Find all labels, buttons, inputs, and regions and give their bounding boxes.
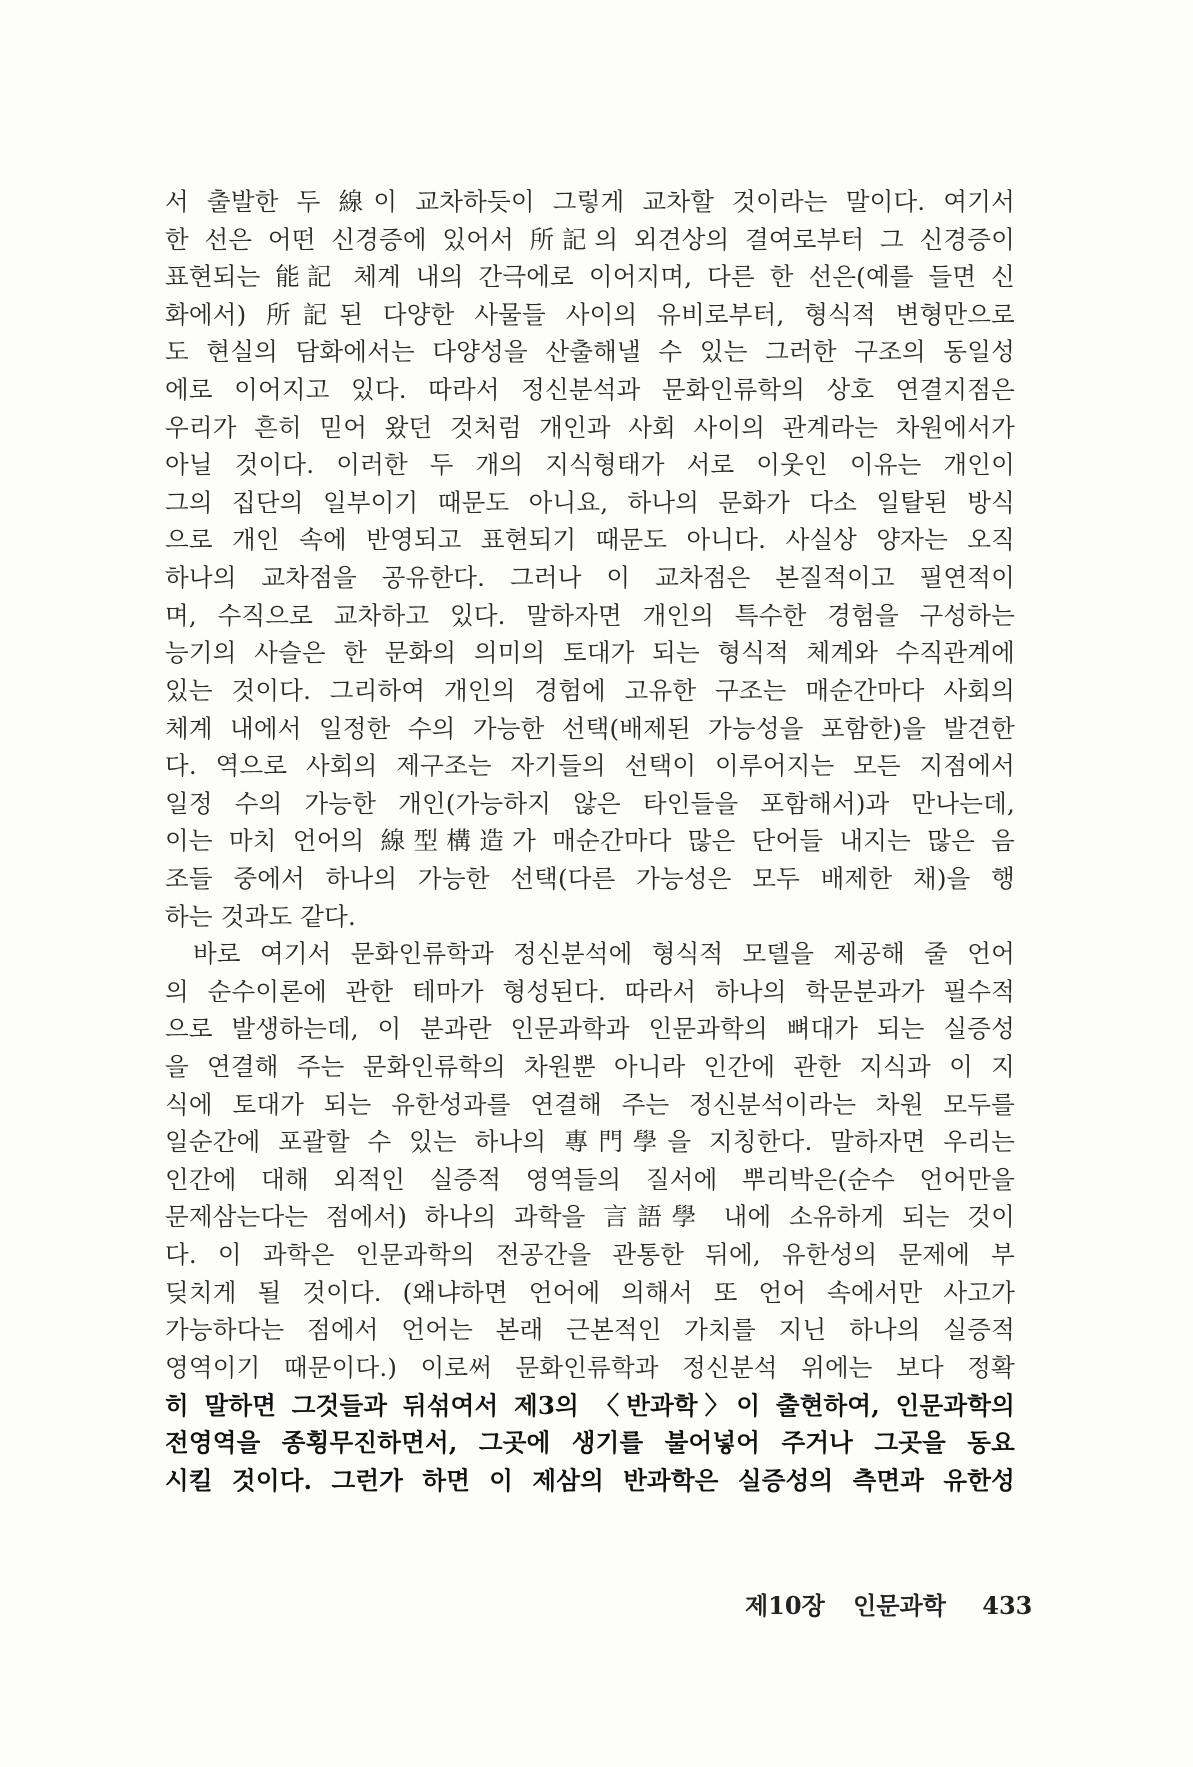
text-line: 며, 수직으로 교차하고 있다. 말하자면 개인의 특수한 경험을 구성하는 (165, 600, 1015, 630)
text-line: 으로 개인 속에 반영되고 표현되기 때문도 아니다. 사실상 양자는 오직 (165, 525, 1015, 555)
text-line: 도 현실의 담화에서는 다양성을 산출해낼 수 있는 그러한 구조의 동일성 (165, 337, 1015, 367)
text-line: 일순간에 포괄할 수 있는 하나의 專門學을 지칭한다. 말하자면 우리는 (165, 1127, 1015, 1157)
chapter-label: 제10장 (745, 1591, 825, 1620)
section-title: 인문과학 (853, 1591, 946, 1620)
paragraph-end-line: 하는 것과도 같다. (165, 901, 357, 931)
text-line: 조들 중에서 하나의 가능한 선택(다른 가능성은 모두 배제한 채)을 행 (165, 863, 1015, 893)
text-line: 한 선은 어떤 신경증에 있어서 所記의 외견상의 결여로부터 그 신경증이 (165, 224, 1015, 254)
text-line: 표현되는 能記 체계 내의 간극에로 이어지며, 다른 한 선은(예를 들면 신 (165, 262, 1015, 292)
page-number: 433 (982, 1591, 1033, 1620)
text-line: 이는 마치 언어의 線型構造가 매순간마다 많은 단어들 내지는 많은 음 (165, 826, 1015, 856)
text-line: 능기의 사슬은 한 문화의 의미의 토대가 되는 형식적 체계와 수직관계에 (165, 638, 1015, 668)
text-line: 일정 수의 가능한 개인(가능하지 않은 타인들을 포함해서)과 만나는데, (165, 788, 1015, 818)
text-line: 전영역을 종횡무진하면서, 그곳에 생기를 불어넣어 주거나 그곳을 동요 (165, 1428, 1015, 1458)
text-line: 문제삼는다는 점에서) 하나의 과학을 言語學 내에 소유하게 되는 것이 (165, 1202, 1015, 1232)
paragraph-start-line: 바로 여기서 문화인류학과 정신분석에 형식적 모델을 제공해 줄 언어 (193, 939, 1015, 969)
text-line: 영역이기 때문이다.) 이로써 문화인류학과 정신분석 위에는 보다 정확 (165, 1352, 1015, 1382)
text-line: 체계 내에서 일정한 수의 가능한 선택(배제된 가능성을 포함한)을 발견한 (165, 713, 1015, 743)
text-line: 우리가 흔히 믿어 왔던 것처럼 개인과 사회 사이의 관계라는 차원에서가 (165, 412, 1015, 442)
text-line: 으로 발생하는데, 이 분과란 인문과학과 인문과학의 뼈대가 되는 실증성 (165, 1014, 1015, 1044)
text-line: 히 말하면 그것들과 뒤섞여서 제3의 〈반과학〉이 출현하여, 인문과학의 (165, 1390, 1015, 1420)
text-line: 가능하다는 점에서 언어는 본래 근본적인 가치를 지닌 하나의 실증적 (165, 1315, 1015, 1345)
text-line: 딪치게 될 것이다. (왜냐하면 언어에 의해서 또 언어 속에서만 사고가 (165, 1277, 1015, 1307)
text-line: 시킬 것이다. 그런가 하면 이 제삼의 반과학은 실증성의 측면과 유한성 (165, 1465, 1015, 1495)
text-line: 식에 토대가 되는 유한성과를 연결해 주는 정신분석이라는 차원 모두를 (165, 1089, 1015, 1119)
text-line: 다. 역으로 사회의 제구조는 자기들의 선택이 이루어지는 모든 지점에서 (165, 751, 1015, 781)
text-line: 있는 것이다. 그리하여 개인의 경험에 고유한 구조는 매순간마다 사회의 (165, 675, 1015, 705)
text-line: 의 순수이론에 관한 테마가 형성된다. 따라서 하나의 학문분과가 필수적 (165, 976, 1015, 1006)
text-line: 서 출발한 두 線이 교차하듯이 그렇게 교차할 것이라는 말이다. 여기서 (165, 187, 1015, 216)
text-line: 인간에 대해 외적인 실증적 영역들의 질서에 뿌리박은(순수 언어만을 (165, 1164, 1015, 1194)
text-line: 을 연결해 주는 문화인류학의 차원뿐 아니라 인간에 관한 지식과 이 지 (165, 1052, 1015, 1082)
text-line: 하나의 교차점을 공유한다. 그러나 이 교차점은 본질적이고 필연적이 (165, 563, 1015, 593)
text-line: 에로 이어지고 있다. 따라서 정신분석과 문화인류학의 상호 연결지점은 (165, 375, 1015, 405)
text-line: 아닐 것이다. 이러한 두 개의 지식형태가 서로 이웃인 이유는 개인이 (165, 450, 1015, 480)
text-line: 화에서) 所記된 다양한 사물들 사이의 유비로부터, 형식적 변형만으로 (165, 299, 1015, 329)
text-line: 그의 집단의 일부이기 때문도 아니요, 하나의 문화가 다소 일탈된 방식 (165, 487, 1015, 517)
body-text (165, 183, 1015, 1499)
page-footer (745, 1586, 1032, 1621)
text-line: 다. 이 과학은 인문과학의 전공간을 관통한 뒤에, 유한성의 문제에 부 (165, 1240, 1015, 1270)
